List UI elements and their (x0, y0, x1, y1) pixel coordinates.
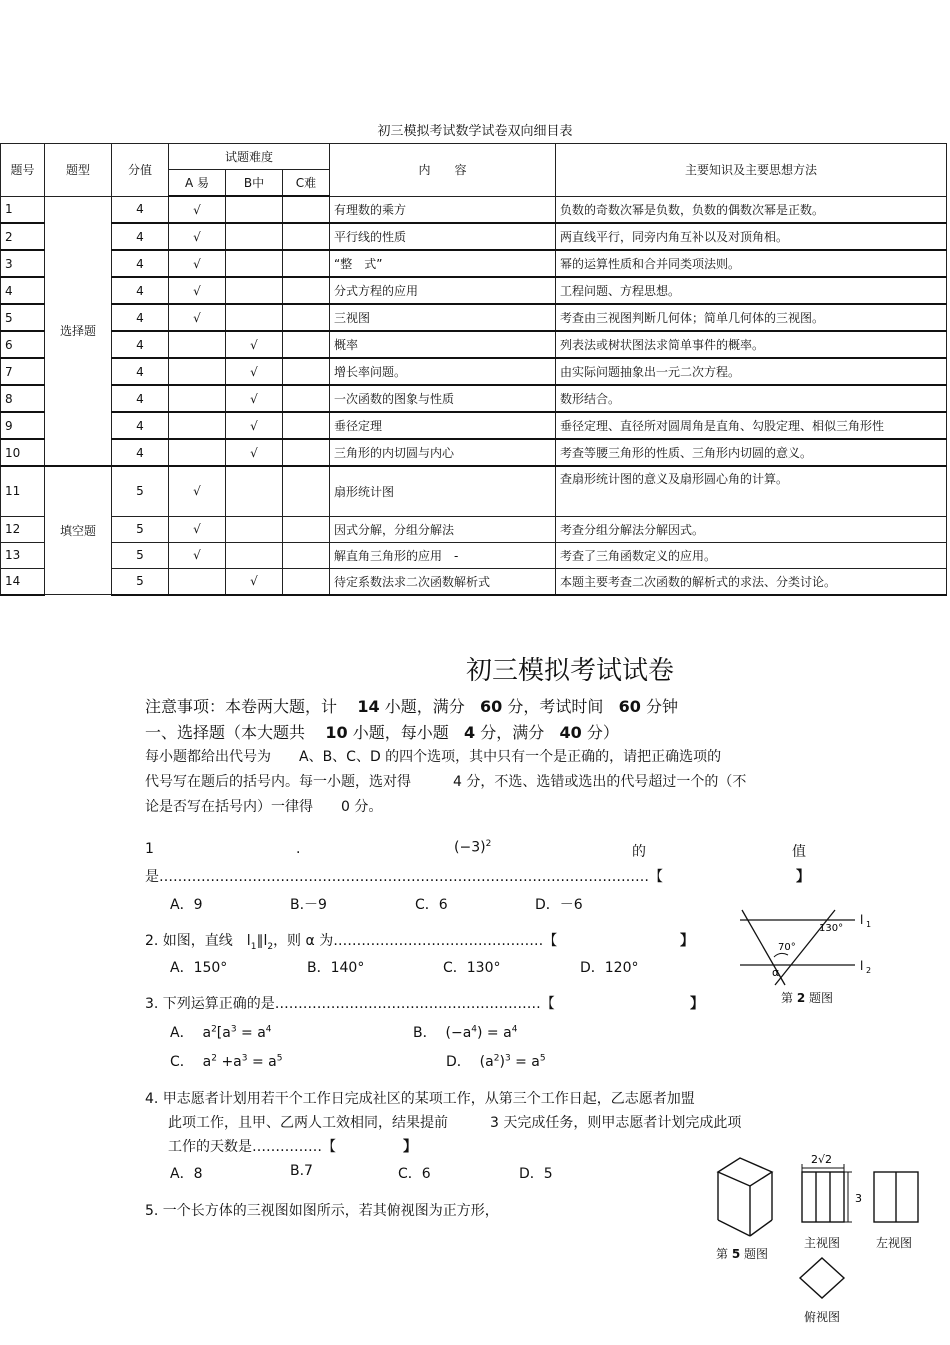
section-text: 分，满分 (480, 723, 545, 742)
section-total: 40 (559, 723, 582, 742)
section-text: 小题，每小题 (352, 723, 449, 742)
cell-difficulty-b: √ (226, 331, 283, 358)
notice-text: 分钟 (646, 697, 679, 716)
cell-method: 考查等腰三角形的性质、三角形内切圆的意义。 (556, 439, 947, 466)
cell-num: 9 (1, 412, 45, 439)
q4-option-b: B.7 (290, 1163, 313, 1179)
angle-130: 130° (819, 923, 844, 934)
table-title: 初三模拟考试数学试卷双向细目表 (377, 124, 573, 139)
cell-difficulty-c (283, 331, 330, 358)
cell-difficulty-b: √ (226, 439, 283, 466)
cell-score: 4 (112, 250, 169, 277)
section-each: 4 (464, 723, 476, 742)
header-c: C难 (283, 170, 330, 197)
cell-difficulty-a: √ (169, 304, 226, 331)
q3-bracket-close: 】 (690, 996, 704, 1012)
q1-de: 的 (632, 844, 646, 860)
spec-table (0, 143, 947, 596)
front-view (802, 1164, 852, 1222)
cell-content: 解直角三角形的应用 - (330, 542, 556, 568)
header-b: B中 (226, 170, 283, 197)
q3-option-a-label: A． (170, 1025, 194, 1041)
cell-score: 4 (112, 439, 169, 466)
q2-option-d: D．120° (580, 960, 639, 976)
cell-difficulty-b (226, 466, 283, 516)
angle-arc (774, 953, 788, 957)
cell-type-fill: 填空题 (45, 466, 112, 595)
notice-count: 14 (357, 697, 380, 716)
cell-content: 扇形统计图 (330, 466, 556, 516)
cell-num: 8 (1, 385, 45, 412)
cell-score: 4 (112, 358, 169, 385)
cell-difficulty-a: √ (169, 223, 226, 250)
cell-num: 10 (1, 439, 45, 466)
dim-top: 2√2 (811, 1153, 833, 1166)
q1-shi: 是……………………………………………………………………………………………【 (145, 869, 663, 885)
q3-option-c: C． $a^2 +a^3 = a^5$ (170, 1053, 283, 1070)
q2-option-a: A．150° (170, 960, 228, 976)
table-row (1, 466, 947, 516)
q2-option-b: B．140° (307, 960, 365, 976)
cell-method: 垂径定理、直径所对圆周角是直角、勾股定理、相似三角形性 (556, 412, 947, 439)
q2-text-post: ，则 α 为………………………………………【 (273, 933, 558, 949)
cell-score: 4 (112, 385, 169, 412)
cell-score: 5 (112, 568, 169, 595)
cell-difficulty-a: √ (169, 250, 226, 277)
section-count: 10 (325, 723, 348, 742)
cell-method: 考查了三角函数定义的应用。 (556, 542, 947, 568)
cell-content: 一次函数的图象与性质 (330, 385, 556, 412)
table-row (1, 277, 947, 304)
table-row (1, 516, 947, 542)
cell-difficulty-a (169, 358, 226, 385)
cell-method: 工程问题、方程思想。 (556, 277, 947, 304)
q2-sub1: 1 (250, 941, 257, 952)
cell-difficulty-c (283, 568, 330, 595)
table-row (1, 358, 947, 385)
table-row (1, 568, 947, 595)
section-text: 分） (586, 723, 619, 742)
cell-difficulty-a (169, 412, 226, 439)
q1-num: 1 (145, 841, 154, 857)
cell-difficulty-c (283, 196, 330, 223)
header-difficulty: 试题难度 (169, 144, 330, 170)
table-row (1, 331, 947, 358)
q4-line-3: 工作的天数是……………【 (168, 1139, 336, 1155)
q5-text: 5. 一个长方体的三视图如图所示，若其俯视图为正方形， (145, 1203, 499, 1219)
caption-pre: 第 (716, 1247, 729, 1261)
q2-text (145, 930, 557, 952)
notice-text: 分，考试时间 (507, 697, 604, 716)
cell-content: 概率 (330, 331, 556, 358)
cell-difficulty-b: √ (226, 385, 283, 412)
cell-content: 三角形的内切圆与内心 (330, 439, 556, 466)
q1-zhi: 值 (792, 844, 806, 860)
q2-text-pre: 2. 如图，直线 l (145, 933, 251, 949)
cell-difficulty-a: √ (169, 196, 226, 223)
cell-content: 待定系数法求二次函数解析式 (330, 568, 556, 595)
section-text: 一、选择题（本大题共 (145, 723, 306, 742)
caption-num: 2 (796, 991, 806, 1005)
cell-difficulty-b: √ (226, 412, 283, 439)
exam-title: 初三模拟考试试卷 (465, 656, 674, 686)
cuboid (718, 1158, 772, 1236)
cell-difficulty-c (283, 277, 330, 304)
table-row (1, 196, 947, 223)
dim-side: 3 (855, 1192, 862, 1205)
cell-difficulty-b (226, 277, 283, 304)
q3-option-b: B． $(-a^4) = a^4$ (413, 1024, 518, 1041)
notice-text: 小题，满分 (384, 697, 465, 716)
header-type: 题型 (45, 144, 112, 197)
cell-method: 查扇形统计图的意义及扇形圆心角的计算。 (556, 466, 947, 516)
label-l1-sub: 1 (866, 920, 872, 929)
q2-option-c: C．130° (443, 960, 501, 976)
q2-text-mid: ∥l (256, 933, 268, 949)
cell-difficulty-c (283, 385, 330, 412)
cell-method: 两直线平行，同旁内角互补以及对顶角相。 (556, 223, 947, 250)
notice-score: 60 (480, 697, 503, 716)
top-view (800, 1258, 844, 1298)
cell-difficulty-c (283, 466, 330, 516)
cell-num: 3 (1, 250, 45, 277)
cell-score: 4 (112, 196, 169, 223)
cell-difficulty-b (226, 542, 283, 568)
q3-option-a: A． $a^2[a^3 = a^4$ (170, 1024, 272, 1041)
notice-text: 注意事项：本卷两大题，计 (145, 697, 338, 716)
q1-bracket-close: 】 (796, 869, 810, 885)
cell-num: 7 (1, 358, 45, 385)
cell-difficulty-c (283, 412, 330, 439)
cell-difficulty-c (283, 439, 330, 466)
q4-line-2: 此项工作，且甲、乙两人工效相同，结果提前 3 天完成任务，则甲志愿者计划完成此项 (168, 1115, 742, 1131)
caption-post: 题图 (809, 991, 834, 1005)
cell-difficulty-a: √ (169, 542, 226, 568)
q4-line-1: 4. 甲志愿者计划用若干个工作日完成社区的某项工作，从第三个工作日起，乙志愿者加盟 (145, 1091, 695, 1107)
cell-type-choice: 选择题 (45, 196, 112, 466)
q3-text: 3. 下列运算正确的是…………………………………………………【 (145, 996, 555, 1012)
cell-difficulty-c (283, 223, 330, 250)
cell-difficulty-a (169, 331, 226, 358)
q3-option-d-label: D． (446, 1054, 471, 1070)
cell-method: 考查由三视图判断几何体；简单几何体的三视图。 (556, 304, 947, 331)
cell-content: 垂径定理 (330, 412, 556, 439)
cell-difficulty-c (283, 542, 330, 568)
cell-method: 负数的奇数次幂是负数，负数的偶数次幂是正数。 (556, 196, 947, 223)
cell-difficulty-b (226, 250, 283, 277)
left-view-label: 左视图 (876, 1236, 913, 1250)
q3-option-b-label: B． (413, 1025, 437, 1041)
cell-num: 6 (1, 331, 45, 358)
cell-content: 有理数的乘方 (330, 196, 556, 223)
cell-difficulty-a (169, 385, 226, 412)
cell-num: 5 (1, 304, 45, 331)
label-l2: l (860, 959, 864, 973)
label-l1: l (860, 913, 864, 927)
q5-figure-caption (716, 1245, 768, 1262)
cell-difficulty-a (169, 568, 226, 595)
angle-alpha: α (772, 966, 780, 979)
header-num: 题号 (1, 144, 45, 197)
q4-option-d: D．5 (519, 1166, 553, 1182)
q1-option-c: C．6 (415, 897, 448, 913)
angle-70: 70° (778, 942, 796, 953)
table-row (1, 412, 947, 439)
instructions-line-3: 论是否写在括号内）一律得 0 分。 (145, 799, 383, 815)
header-method: 主要知识及主要思想方法 (556, 144, 947, 197)
cell-difficulty-b: √ (226, 568, 283, 595)
instructions-line-2: 代号写在题后的括号内。每一小题，选对得 4 分，不选、选错或选出的代号超过一个的（不 (145, 774, 747, 790)
cell-method: 数形结合。 (556, 385, 947, 412)
table-row (1, 304, 947, 331)
table-row (1, 250, 947, 277)
q1-option-a: A．9 (170, 897, 203, 913)
q1-expr (454, 839, 491, 856)
cell-content: 增长率问题。 (330, 358, 556, 385)
cell-difficulty-b: √ (226, 358, 283, 385)
cell-method: 由实际问题抽象出一元二次方程。 (556, 358, 947, 385)
cell-difficulty-c (283, 516, 330, 542)
table-row (1, 385, 947, 412)
cell-difficulty-b (226, 304, 283, 331)
table-row (1, 439, 947, 466)
q4-option-c: C．6 (398, 1166, 431, 1182)
cell-score: 4 (112, 277, 169, 304)
q1-dot: . (296, 841, 301, 857)
cell-score: 4 (112, 412, 169, 439)
instructions-line-1: 每小题都给出代号为 A、B、C、D 的四个选项，其中只有一个是正确的，请把正确选项的 (145, 749, 722, 765)
caption-post: 题图 (744, 1247, 769, 1261)
cell-method: 考查分组分解法分解因式。 (556, 516, 947, 542)
cell-difficulty-b (226, 196, 283, 223)
cell-difficulty-c (283, 250, 330, 277)
cell-score: 4 (112, 223, 169, 250)
header-score: 分值 (112, 144, 169, 197)
q2-figure-caption (781, 989, 833, 1006)
q1-expr-base: (−3) (454, 839, 486, 856)
cell-content: 分式方程的应用 (330, 277, 556, 304)
q4-option-a: A．8 (170, 1166, 203, 1182)
notice-time: 60 (618, 697, 641, 716)
cell-content: “整 式” (330, 250, 556, 277)
cell-num: 4 (1, 277, 45, 304)
left-view (874, 1172, 918, 1222)
header-content: 内 容 (330, 144, 556, 197)
cell-difficulty-c (283, 304, 330, 331)
caption-num: 5 (731, 1247, 741, 1261)
header-a: A 易 (169, 170, 226, 197)
q2-sub2: 2 (267, 941, 274, 952)
cell-score: 5 (112, 516, 169, 542)
cell-difficulty-a: √ (169, 516, 226, 542)
caption-pre: 第 (781, 991, 794, 1005)
front-view-label: 主视图 (804, 1236, 841, 1250)
cell-score: 4 (112, 331, 169, 358)
cell-difficulty-a: √ (169, 466, 226, 516)
cell-content: 因式分解，分组分解法 (330, 516, 556, 542)
label-l2-sub: 2 (866, 966, 872, 975)
cell-difficulty-c (283, 358, 330, 385)
cell-content: 三视图 (330, 304, 556, 331)
cell-method: 本题主要考查二次函数的解析式的求法、分类讨论。 (556, 568, 947, 595)
cell-method: 列表法或树状图法求简单事件的概率。 (556, 331, 947, 358)
cell-num: 1 (1, 196, 45, 223)
notice-line (145, 694, 678, 717)
table-row (1, 223, 947, 250)
cell-method: 幂的运算性质和合并同类项法则。 (556, 250, 947, 277)
cell-score: 5 (112, 466, 169, 516)
cell-num: 14 (1, 568, 45, 595)
cell-num: 13 (1, 542, 45, 568)
q3-option-c-label: C． (170, 1054, 194, 1070)
top-view-label: 俯视图 (804, 1310, 841, 1324)
cell-num: 11 (1, 466, 45, 516)
cell-num: 12 (1, 516, 45, 542)
q1-option-d: D．－6 (535, 897, 583, 913)
cell-difficulty-b (226, 516, 283, 542)
cell-difficulty-a: √ (169, 277, 226, 304)
q4-bracket-close: 】 (403, 1139, 417, 1155)
cell-content: 平行线的性质 (330, 223, 556, 250)
cell-difficulty-b (226, 223, 283, 250)
table-row (1, 542, 947, 568)
q3-option-d: D． $(a^2)^3 = a^5$ (446, 1053, 546, 1070)
q2-bracket-close: 】 (680, 933, 694, 949)
cell-score: 4 (112, 304, 169, 331)
q1-expr-exp: 2 (485, 839, 492, 849)
cell-score: 5 (112, 542, 169, 568)
cell-num: 2 (1, 223, 45, 250)
q1-option-b: B.－9 (290, 897, 327, 913)
section1-heading (145, 720, 619, 743)
cell-difficulty-a (169, 439, 226, 466)
